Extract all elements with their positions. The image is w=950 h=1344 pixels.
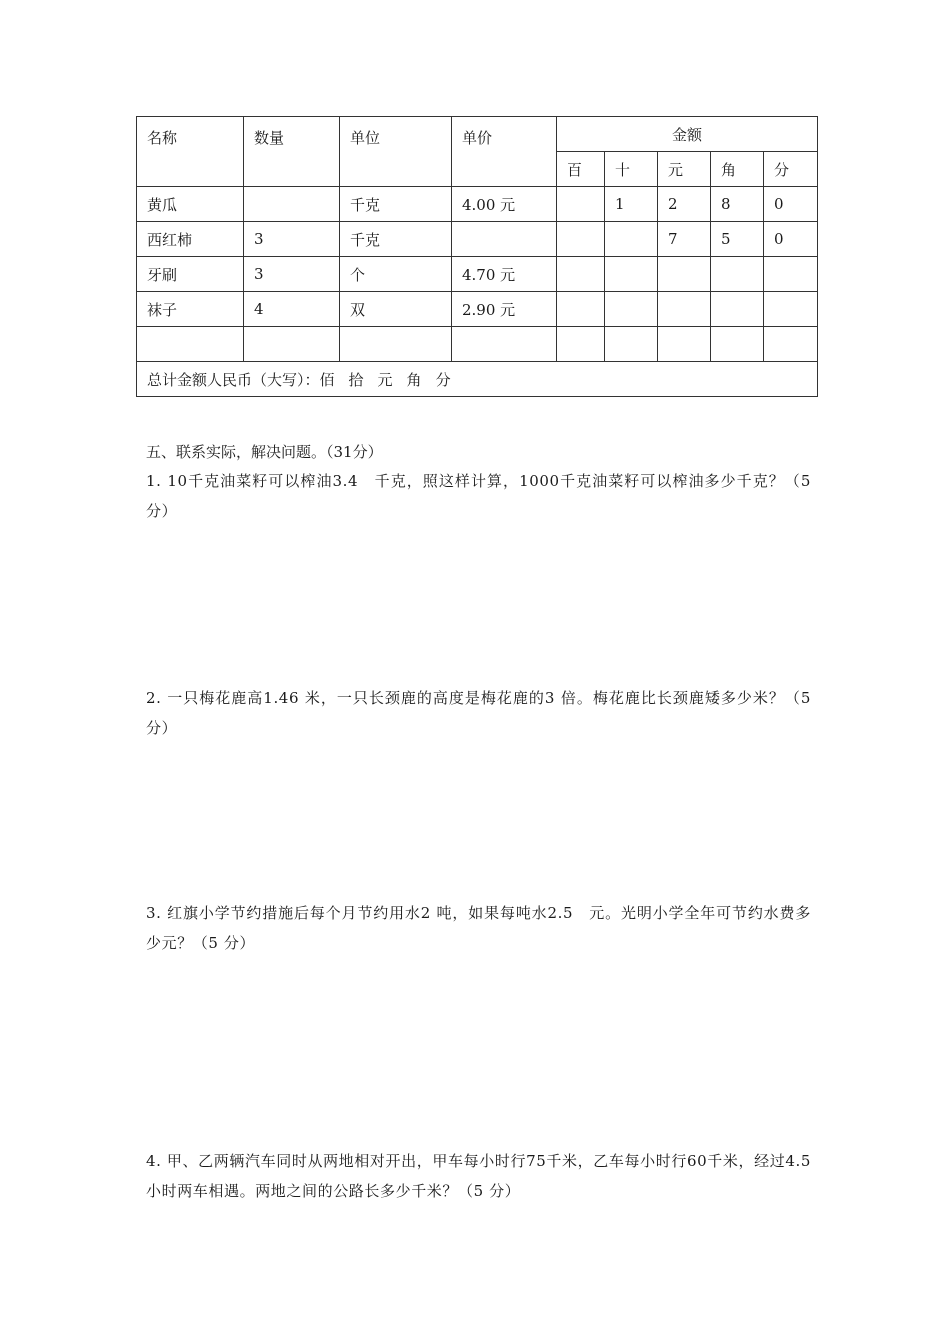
cell-qty: 3 [244,257,340,292]
cell-hundreds[interactable] [557,187,605,222]
cell-hundreds[interactable] [557,327,605,362]
cell-tens[interactable] [605,222,658,257]
cell-qty: 3 [244,222,340,257]
header-name: 名称 [137,117,244,187]
cell-yuan: 7 [658,222,711,257]
cell-yuan[interactable] [658,257,711,292]
total-amount-cell[interactable] [137,362,818,397]
question-2: 2. 一只梅花鹿高1.46 米，一只长颈鹿的高度是梅花鹿的3 倍。梅花鹿比长颈鹿矮多少米？（5 分） [146,689,811,737]
cell-fen: 0 [764,222,818,257]
header-qty: 数量 [244,117,340,187]
cell-yuan: 2 [658,187,711,222]
table-row [137,187,818,222]
total-part-yuan: 元 [377,370,393,389]
table-header-row [137,117,818,152]
cell-price[interactable] [452,327,557,362]
cell-jiao[interactable] [711,292,764,327]
question-1: 1. 10千克油菜籽可以榨油3.4 千克，照这样计算，1000千克油菜籽可以榨油多少千克？（5 分） [146,472,811,520]
total-row [137,362,818,397]
subheader-tens: 十 [605,152,658,187]
cell-yuan[interactable] [658,292,711,327]
table-row [137,292,818,327]
total-part-jiao: 角 [406,370,422,389]
cell-price: 4.00 元 [452,187,557,222]
cell-unit: 双 [340,292,452,327]
subheader-yuan: 元 [658,152,711,187]
table-row [137,257,818,292]
cell-hundreds[interactable] [557,257,605,292]
cell-jiao: 8 [711,187,764,222]
cell-fen[interactable] [764,257,818,292]
total-label: 总计金额人民币（大写）：佰 [147,370,335,389]
cell-unit: 千克 [340,187,452,222]
cell-tens[interactable] [605,327,658,362]
subheader-fen: 分 [764,152,818,187]
cell-qty[interactable] [244,187,340,222]
subheader-hundreds: 百 [557,152,605,187]
cell-name: 袜子 [137,292,244,327]
cell-qty[interactable] [244,327,340,362]
cell-jiao[interactable] [711,257,764,292]
cell-price[interactable] [452,222,557,257]
subheader-jiao: 角 [711,152,764,187]
cell-qty: 4 [244,292,340,327]
cell-jiao[interactable] [711,327,764,362]
question-4: 4. 甲、乙两辆汽车同时从两地相对开出，甲车每小时行75千米，乙车每小时行60千米，经过4.5 小时两车相遇。两地之间的公路长多少千米？（5 分） [146,1152,827,1200]
cell-price: 4.70 元 [452,257,557,292]
cell-jiao: 5 [711,222,764,257]
cell-unit: 个 [340,257,452,292]
header-unit: 单位 [340,117,452,187]
cell-tens[interactable] [605,257,658,292]
table-row-empty [137,327,818,362]
cell-fen[interactable] [764,327,818,362]
total-part-shi: 拾 [348,370,364,389]
cell-name: 牙刷 [137,257,244,292]
cell-price: 2.90 元 [452,292,557,327]
cell-unit: 千克 [340,222,452,257]
cell-yuan[interactable] [658,327,711,362]
table-row [137,222,818,257]
cell-name[interactable] [137,327,244,362]
cell-name: 西红柿 [137,222,244,257]
header-amount: 金额 [557,117,818,152]
cell-unit[interactable] [340,327,452,362]
cell-hundreds[interactable] [557,222,605,257]
total-part-fen: 分 [435,370,451,389]
cell-hundreds[interactable] [557,292,605,327]
cell-fen[interactable] [764,292,818,327]
section-title: 五、联系实际，解决问题。（31分） [146,443,383,461]
header-price: 单价 [452,117,557,187]
cell-name: 黄瓜 [137,187,244,222]
cell-fen: 0 [764,187,818,222]
cell-tens: 1 [605,187,658,222]
cell-tens[interactable] [605,292,658,327]
question-3: 3. 红旗小学节约措施后每个月节约用水2 吨，如果每吨水2.5 元。光明小学全年可节约水费多少元？（5 分） [146,904,811,952]
shopping-receipt-table [136,116,818,397]
